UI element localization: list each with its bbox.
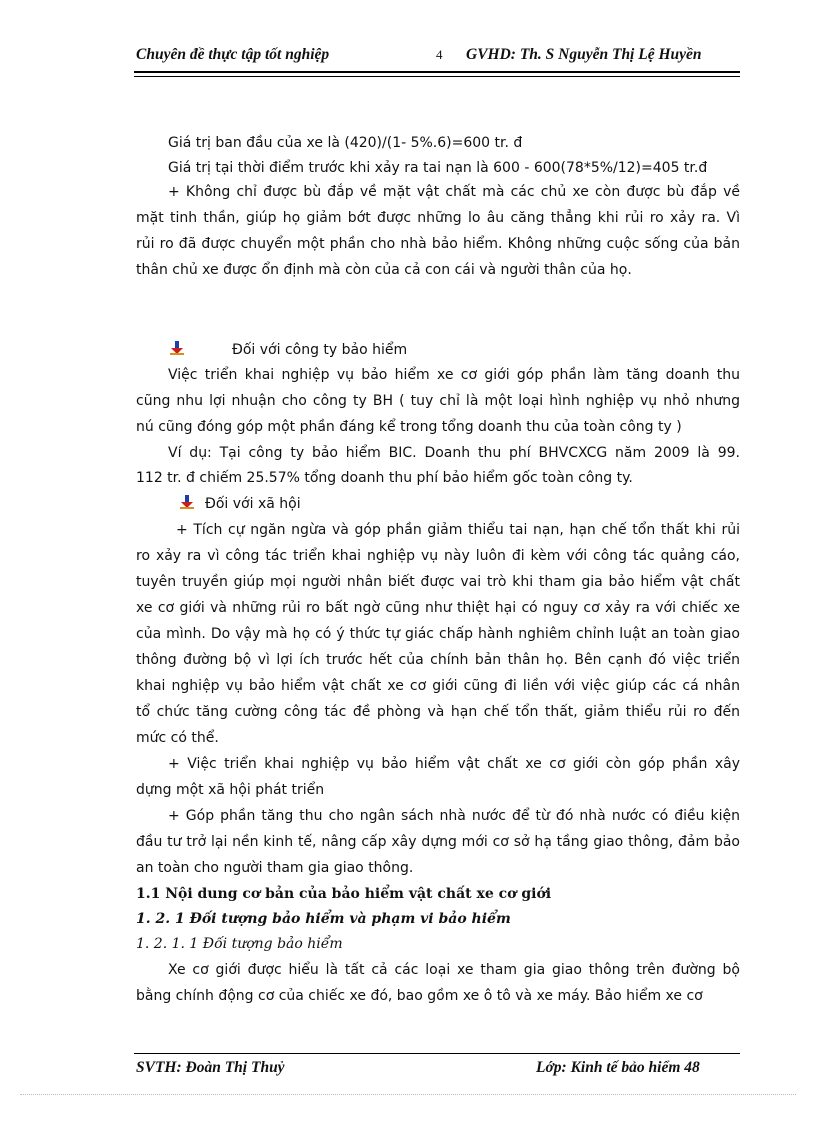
paragraph-line: tổ chức tăng cường công tác đề phòng và hạn chế tổn thất, giảm thiểu rủi ro đến [136,704,740,720]
paragraph-line: tuyên truyền giúp mọi người nhân biết được vai trò khi tham gia bảo hiểm vật chất [136,574,740,590]
paragraph-line: bằng chính động cơ của chiếc xe đó, bao gồm xe ô tô và xe máy. Bảo hiểm xe cơ [136,988,703,1004]
page-number: 4 [436,47,443,62]
footer-right: Lớp: Kinh tế bảo hiểm 48 [536,1059,700,1076]
paragraph-line: rủi ro đã được chuyển một phần cho nhà bảo hiểm. Không những cuộc sống của bản [136,236,740,252]
paragraph-line: + Không chỉ được bù đắp về mặt vật chất mà các chủ xe còn được bù đắp về [168,184,740,200]
paragraph-line: cũng nhu lợi nhuận cho công ty BH ( tuy chỉ là một loại hình nghiệp vụ nhỏ nhưng [136,393,740,409]
heading-society: Đối với xã hội [205,496,301,512]
header-left: Chuyên đề thực tập tốt nghiệp [136,46,330,63]
footer-rule [134,1053,740,1054]
paragraph-line: mặt tinh thần, giúp họ giảm bớt được những lo âu căng thẳng khi rủi ro xảy ra. Vì [136,210,740,226]
heading-company: Đối với công ty bảo hiểm [232,342,408,358]
paragraph-line: khai nghiệp vụ bảo hiểm vật chất xe cơ giới cũng đi liền với việc giúp các cá nhân [136,678,740,694]
paragraph-line: + Góp phần tăng thu cho ngân sách nhà nước để từ đó nhà nước có điều kiện [168,808,740,824]
paragraph-line: an toàn cho người tham gia giao thông. [136,860,414,876]
section-heading: 1.1 Nội dung cơ bản của bảo hiểm vật chất xe cơ giới [136,886,552,902]
paragraph-line: Ví dụ: Tại công ty bảo hiểm BIC. Doanh thu phí BHVCXCG năm 2009 là 99. [168,445,740,461]
paragraph-line: Việc triển khai nghiệp vụ bảo hiểm xe cơ giới góp phần làm tăng doanh thu [168,367,740,383]
paragraph-line: ro xảy ra vì công tác triển khai nghiệp vụ này luôn đi kèm với công tác quảng cáo, [136,548,740,564]
bullet-arrow-icon [170,341,184,355]
paragraph-line: Giá trị ban đầu của xe là (420)/(1- 5%.6)=600 tr. đ [168,135,523,151]
bullet-arrow-icon [180,495,194,509]
paragraph-line: Giá trị tại thời điểm trước khi xảy ra tai nạn là 600 - 600(78*5%/12)=405 tr.đ [168,160,708,176]
header-right: GVHD: Th. S Nguyễn Thị Lệ Huyền [466,46,702,63]
paragraph-line: mức có thể. [136,730,219,746]
paragraph-line: xe cơ giới và những rủi ro bất ngờ cũng như thiệt hại có nguy cơ xảy ra với chiếc xe [136,600,740,616]
paragraph-line: của mình. Do vậy mà họ có ý thức tự giác chấp hành nghiêm chỉnh luật an toàn giao [136,626,740,642]
paragraph-line: + Việc triển khai nghiệp vụ bảo hiểm vật chất xe cơ giới còn góp phần xây [168,756,740,772]
paragraph-line: thông đường bộ vì lợi ích trước hết của chính bản thân họ. Bên cạnh đó việc triển [136,652,740,668]
paragraph-line: nú cũng đóng góp một phần đáng kể trong tổng doanh thu của toàn công ty ) [136,419,682,435]
paragraph-line: thân chủ xe được ổn định mà còn của cả con cái và người thân của họ. [136,262,632,278]
paragraph-line: dựng một xã hội phát triển [136,782,325,798]
paragraph-line: + Tích cự ngăn ngừa và góp phần giảm thiểu tai nạn, hạn chế tổn thất khi rủi [176,522,740,538]
page-edge-dotted-line [20,1094,796,1095]
paragraph-line: 112 tr. đ chiếm 25.57% tổng doanh thu phí bảo hiểm gốc toàn công ty. [136,470,633,486]
header-rule [134,71,740,77]
paragraph-line: Xe cơ giới được hiểu là tất cả các loại xe tham gia giao thông trên đường bộ [168,962,740,978]
subsubsection-heading: 1. 2. 1. 1 Đối tượng bảo hiểm [136,936,343,952]
footer-left: SVTH: Đoàn Thị Thuỷ [136,1059,285,1076]
subsection-heading: 1. 2. 1 Đối tượng bảo hiểm và phạm vi bảo hiểm [136,911,511,927]
paragraph-line: đầu tư trở lại nền kinh tế, nâng cấp xây dựng mới cơ sở hạ tầng giao thông, đảm bảo [136,834,740,850]
